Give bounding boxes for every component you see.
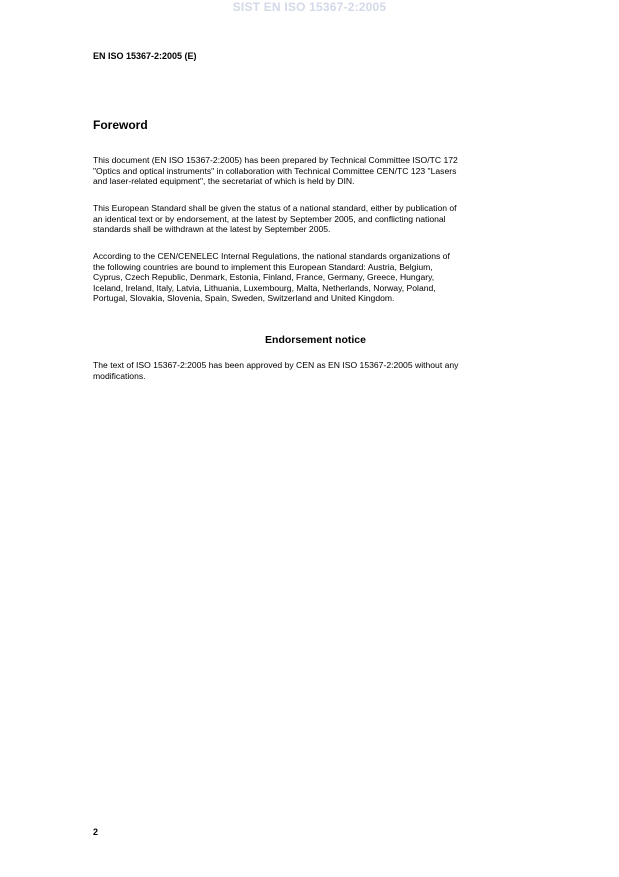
endorsement-heading: Endorsement notice [265,334,366,346]
text-line: Cyprus, Czech Republic, Denmark, Estonia, Finland, France, Germany, Greece, Hungary, [93,272,435,283]
text-line: modifications. [93,370,146,381]
text-line: Portugal, Slovakia, Slovenia, Spain, Sweden, Switzerland and United Kingdom. [93,293,395,304]
text-line: and laser-related equipment", the secretariat of which is held by DIN. [93,176,355,187]
text-line: an identical text or by endorsement, at the latest by September 2005, and conflicting national [93,213,446,224]
text-line: standards shall be withdrawn at the latest by September 2005. [93,224,331,235]
text-line: The text of ISO 15367-2:2005 has been approved by CEN as EN ISO 15367-2:2005 without any [93,360,459,370]
watermark-text: SIST EN ISO 15367-2:2005 [232,0,387,14]
endorsement-paragraph [93,360,543,381]
foreword-paragraph-2 [93,203,543,235]
foreword-paragraph-1 [93,155,543,187]
text-line: According to the CEN/CENELEC Internal Regulations, the national standards organizations of [93,251,450,261]
text-line: "Optics and optical instruments" in collaboration with Technical Committee CEN/TC 123 "Lasers [93,165,457,176]
text-line: This European Standard shall be given the status of a national standard, either by publication of [93,203,457,213]
foreword-heading: Foreword [93,118,148,132]
text-line: Iceland, Ireland, Italy, Latvia, Lithuania, Luxembourg, Malta, Netherlands, Norway, Poland, [93,282,436,293]
document-id-header: EN ISO 15367-2:2005 (E) [93,51,197,61]
text-line: the following countries are bound to implement this European Standard: Austria, Belgium, [93,261,433,272]
foreword-paragraph-3 [93,251,543,304]
page-number: 2 [93,827,99,837]
text-line: This document (EN ISO 15367-2:2005) has been prepared by Technical Committee ISO/TC 172 [93,155,458,165]
